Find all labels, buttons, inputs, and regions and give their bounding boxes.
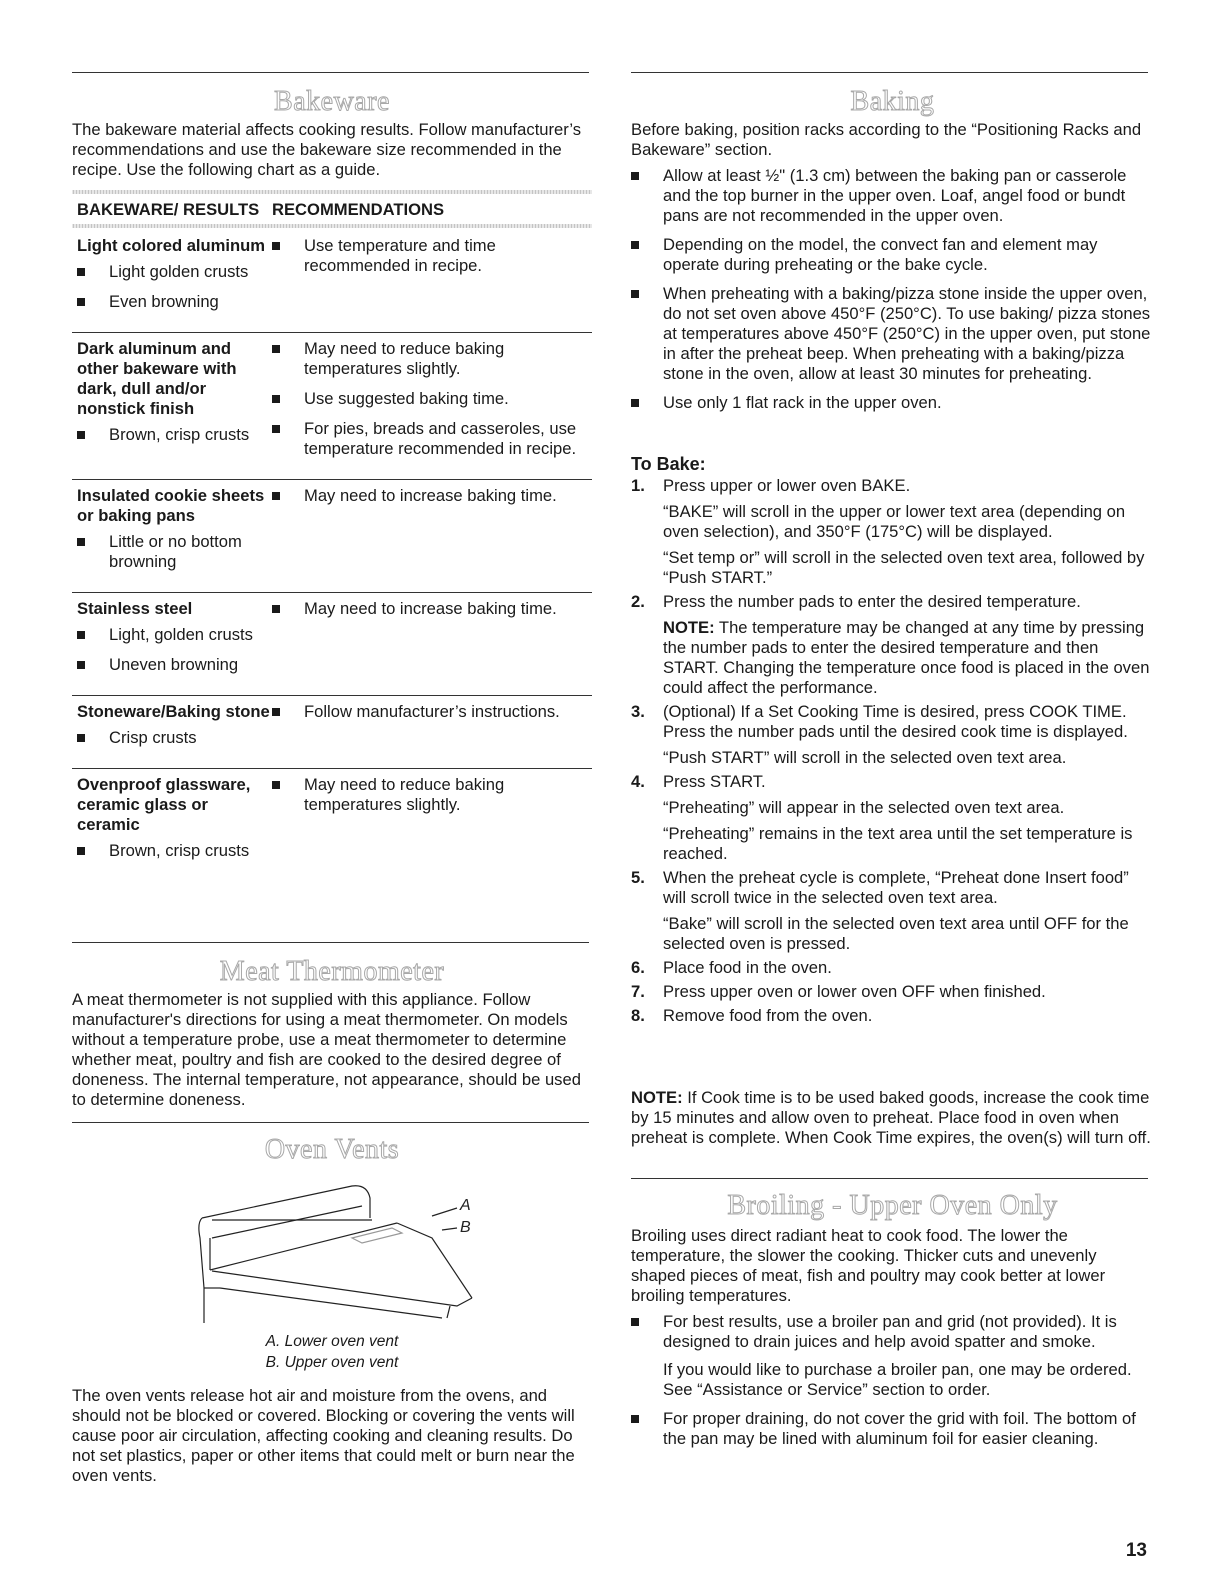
result-item: Uneven browning: [77, 655, 272, 675]
bake-steps: [631, 476, 1154, 1030]
recommendation-item: Use suggested baking time.: [272, 389, 592, 409]
table-row: [72, 696, 592, 769]
step-text: Press upper oven or lower oven OFF when finished.: [663, 982, 1046, 1001]
recommendation-item: For pies, breads and casseroles, use temperature recommended in recipe.: [272, 419, 592, 459]
list-item: Allow at least ½" (1.3 cm) between the baking pan or casserole and the top burner in the upper oven. Loaf, angel food or bundt pans are not recommended in the upper oven.: [631, 166, 1154, 226]
caption-upper-vent: B. Upper oven vent: [265, 1354, 399, 1371]
col-header-recommendations: RECOMMENDATIONS: [272, 200, 445, 219]
step-number: 7.: [631, 982, 645, 1001]
page-number: 13: [1125, 1540, 1147, 1561]
table-row: [72, 230, 592, 333]
bakeware-material: Insulated cookie sheets or baking pans: [77, 486, 265, 525]
bake-step: [631, 476, 1154, 588]
recommendation-item: May need to reduce baking temperatures slightly.: [272, 775, 592, 815]
step-note: “BAKE” will scroll in the upper or lower text area (depending on oven selection), and 350°F (175°C) will be displayed.: [663, 502, 1126, 541]
result-item: Light, golden crusts: [77, 625, 272, 645]
to-bake-title: To Bake:: [631, 454, 706, 474]
table-header: [72, 194, 592, 224]
meat-thermometer-heading: Meat Thermometer: [219, 956, 445, 987]
table-row: [72, 769, 592, 881]
bakeware-material: Stainless steel: [77, 599, 193, 618]
left-column: [72, 0, 592, 1585]
recommendation-cell: [272, 339, 592, 469]
bakeware-material: Ovenproof glassware, ceramic glass or ceramic: [77, 775, 251, 834]
step-text: Press the number pads to enter the desired temperature.: [663, 592, 1081, 611]
recommendation-cell: [272, 486, 592, 582]
section-divider: [631, 1178, 1148, 1179]
bakeware-cell: [72, 236, 272, 322]
step-note: [663, 618, 1154, 698]
note-text: The temperature may be changed at any time by pressing the number pads to enter the desired temperature and then START. Changing the temperature once food is placed in the oven could affect the performance.: [663, 618, 1150, 697]
step-text: Remove food from the oven.: [663, 1006, 873, 1025]
step-note: “Set temp or” will scroll in the selected oven text area, followed by “Push START.”: [663, 548, 1145, 587]
meat-thermometer-body: A meat thermometer is not supplied with this appliance. Follow manufacturer's directions for using a meat thermometer. On models without a temperature probe, use a meat thermometer to determine whether meat, poultry and fish are cooked to the desired degree of doneness. The internal temperature, not appearance, should be used to determine doneness.: [72, 990, 581, 1109]
step-note: “Preheating” remains in the text area until the set temperature is reached.: [663, 824, 1133, 863]
list-item: [631, 1409, 1154, 1449]
baking-bullets: [631, 166, 1154, 422]
vent-label-b: B: [460, 1219, 471, 1236]
step-number: 5.: [631, 868, 645, 887]
list-item: Depending on the model, the convect fan and element may operate during preheating or the bake cycle.: [631, 235, 1154, 275]
broiling-bullet-2: For proper draining, do not cover the grid with foil. The bottom of the pan may be lined with aluminum foil for easier cleaning.: [663, 1409, 1136, 1448]
bake-step: [631, 958, 1154, 978]
bakeware-table: [72, 190, 592, 881]
step-text: (Optional) If a Set Cooking Time is desired, press COOK TIME. Press the number pads until the desired cook time is displayed.: [663, 702, 1128, 741]
broiling-bullet-1: For best results, use a broiler pan and grid (not provided). It is designed to drain juices and help avoid spatter and smoke.: [663, 1312, 1117, 1351]
right-column: [631, 0, 1154, 1585]
table-body: [72, 230, 592, 881]
bakeware-material: Dark aluminum and other bakeware with dark, dull and/or nonstick finish: [77, 339, 237, 418]
recommendation-item: May need to reduce baking temperatures slightly.: [272, 339, 592, 379]
oven-vents-body: The oven vents release hot air and moisture from the ovens, and should not be blocked or covered. Blocking or covering the vents will cause poor air circulation, affecting cooking and cleaning results. Do not set plastics, paper or other items that could melt or burn near the oven vents.: [72, 1386, 575, 1485]
bakeware-material: Stoneware/Baking stone: [77, 702, 270, 721]
result-item: Crisp crusts: [77, 728, 272, 748]
bakeware-cell: [72, 702, 272, 758]
list-item: Use only 1 flat rack in the upper oven.: [631, 393, 1154, 413]
result-item: Light golden crusts: [77, 262, 272, 282]
recommendation-item: May need to increase baking time.: [272, 486, 592, 506]
bake-step: [631, 592, 1154, 698]
table-row: [72, 593, 592, 696]
bakeware-intro: The bakeware material affects cooking results. Follow manufacturer’s recommendations and use the bakeware size recommended in the recipe. Use the following chart as a guide.: [72, 120, 582, 179]
section-divider: [72, 1122, 589, 1123]
section-divider: [72, 942, 589, 943]
note-label: NOTE:: [631, 1088, 683, 1107]
list-item: When preheating with a baking/pizza stone inside the upper oven, do not set oven above 450°F (250°C). To use baking/ pizza stones at temperatures above 450°F (250°C) in the upper oven, put stone in after the preheat beep. When preheating with a baking/pizza stone in the oven, allow at least 30 minutes for preheating.: [631, 284, 1154, 384]
recommendation-cell: [272, 775, 592, 871]
broiling-heading: Broiling - Upper Oven Only: [727, 1190, 1058, 1221]
bake-step: [631, 1006, 1154, 1026]
step-text: Place food in the oven.: [663, 958, 832, 977]
section-divider: [72, 72, 589, 73]
recommendation-item: May need to increase baking time.: [272, 599, 592, 619]
step-number: 3.: [631, 702, 645, 721]
note-text: If Cook time is to be used baked goods, increase the cook time by 15 minutes and allow oven to preheat. Place food in oven when preheat is complete. When Cook Time expires, the oven(s) will turn off.: [631, 1088, 1151, 1147]
oven-vents-heading: Oven Vents: [264, 1134, 400, 1165]
step-note: “Bake” will scroll in the selected oven text area until OFF for the selected oven is pressed.: [663, 914, 1129, 953]
broiling-bullets: [631, 1312, 1154, 1458]
recommendation-item: Use temperature and time recommended in recipe.: [272, 236, 592, 276]
recommendation-item: Follow manufacturer’s instructions.: [272, 702, 592, 722]
recommendation-cell: [272, 702, 592, 758]
bakeware-cell: [72, 599, 272, 685]
bakeware-cell: [72, 775, 272, 871]
bake-step: [631, 702, 1154, 768]
bakeware-cell: [72, 486, 272, 582]
bake-step: [631, 868, 1154, 954]
step-number: 1.: [631, 476, 645, 495]
result-item: Even browning: [77, 292, 272, 312]
table-row: [72, 480, 592, 593]
table-header-rule: [72, 224, 592, 228]
step-text: Press upper or lower oven BAKE.: [663, 476, 911, 495]
step-text: When the preheat cycle is complete, “Preheat done Insert food” will scroll twice in the selected oven text area.: [663, 868, 1129, 907]
result-item: Brown, crisp crusts: [77, 841, 272, 861]
col-header-bakeware: BAKEWARE/ RESULTS: [77, 200, 260, 219]
recommendation-cell: [272, 599, 592, 685]
note-label: NOTE:: [663, 618, 715, 637]
step-note: “Push START” will scroll in the selected oven text area.: [663, 748, 1067, 767]
bakeware-heading: Bakeware: [274, 86, 390, 117]
broiling-bullet-1-note: If you would like to purchase a broiler pan, one may be ordered. See “Assistance or Service” section to order.: [663, 1360, 1132, 1399]
caption-lower-vent: A. Lower oven vent: [265, 1333, 399, 1350]
bake-step: [631, 982, 1154, 1002]
step-number: 8.: [631, 1006, 645, 1025]
broiling-intro: Broiling uses direct radiant heat to cook food. The lower the temperature, the slower the cooking. Thicker cuts and unevenly shaped pieces of meat, fish and poultry may cook better at lower broiling temperatures.: [631, 1226, 1106, 1305]
recommendation-cell: [272, 236, 592, 322]
result-item: Brown, crisp crusts: [77, 425, 272, 445]
list-item: [631, 1312, 1154, 1400]
baking-final-note: [631, 1088, 1154, 1148]
result-item: Little or no bottom browning: [77, 532, 272, 572]
bake-step: [631, 772, 1154, 864]
bakeware-material: Light colored aluminum: [77, 236, 266, 255]
table-row: [72, 333, 592, 480]
bakeware-cell: [72, 339, 272, 469]
step-note: “Preheating” will appear in the selected oven text area.: [663, 798, 1065, 817]
section-divider: [631, 72, 1148, 73]
step-text: Press START.: [663, 772, 766, 791]
step-number: 2.: [631, 592, 645, 611]
baking-heading: Baking: [850, 86, 935, 117]
step-number: 4.: [631, 772, 645, 791]
baking-intro: Before baking, position racks according to the “Positioning Racks and Bakeware” section.: [631, 120, 1142, 159]
vent-label-a: A: [460, 1197, 471, 1214]
step-number: 6.: [631, 958, 645, 977]
oven-vents-illustration: [192, 1178, 492, 1328]
